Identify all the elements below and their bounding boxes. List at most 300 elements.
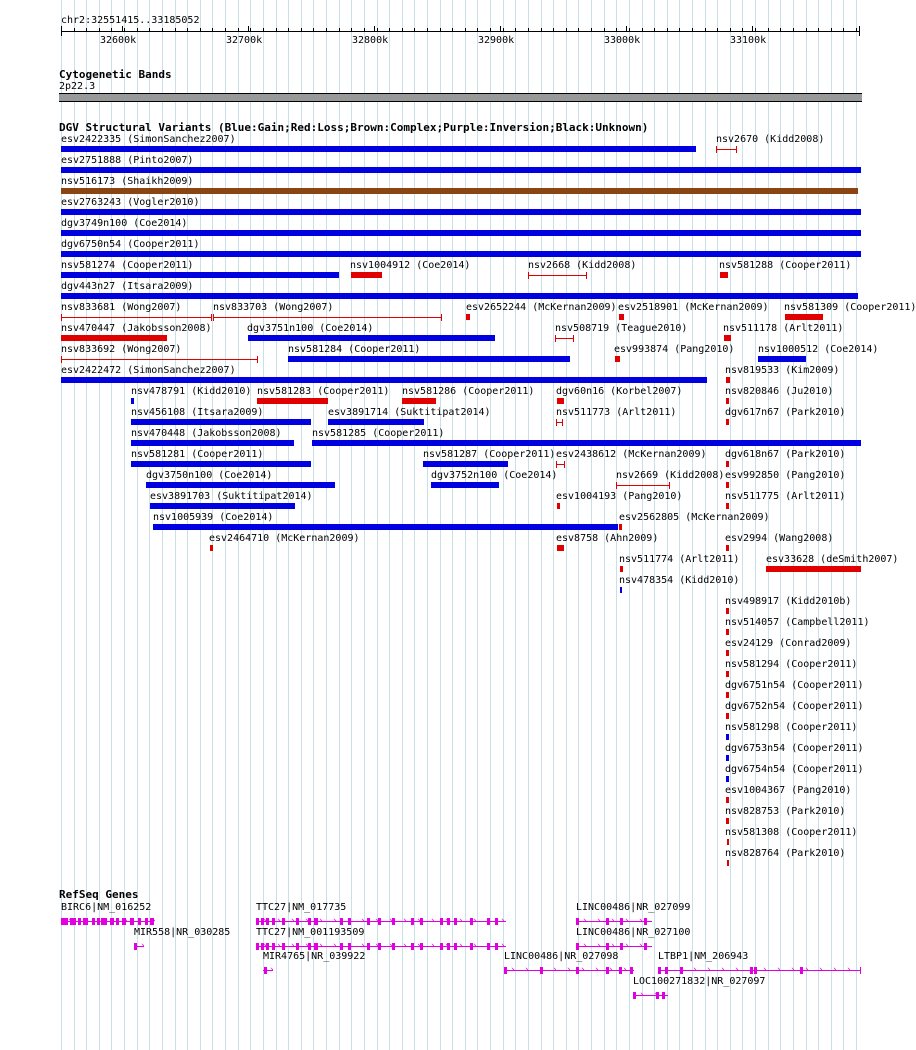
ruler-minor-tick xyxy=(843,28,844,31)
strand-arrow-icon: › xyxy=(610,916,616,926)
sv-bar[interactable] xyxy=(153,524,618,530)
gene-exon xyxy=(495,918,498,925)
sv-label[interactable]: nsv581309 (Cooper2011) xyxy=(784,302,916,313)
sv-label[interactable]: nsv828753 (Park2010) xyxy=(725,806,846,817)
sv-label[interactable]: nsv2669 (Kidd2008) xyxy=(616,470,725,481)
sv-label[interactable]: nsv581274 (Cooper2011) xyxy=(61,260,194,271)
gene-exon xyxy=(644,943,647,950)
sv-bar[interactable] xyxy=(758,356,806,362)
sv-bar[interactable] xyxy=(726,818,729,824)
sv-label[interactable]: dgv6752n54 (Cooper2011) xyxy=(725,701,864,712)
strand-arrow-icon: › xyxy=(430,941,436,951)
sv-bar[interactable] xyxy=(557,398,564,404)
sv-bar[interactable] xyxy=(726,608,729,614)
gene-exon xyxy=(411,943,414,950)
sv-bar[interactable] xyxy=(619,524,622,530)
sv-bar[interactable] xyxy=(726,503,729,509)
sv-label[interactable]: nsv833692 (Wong2007) xyxy=(61,344,182,355)
gene-exon xyxy=(282,943,285,950)
strand-arrow-icon: › xyxy=(374,916,380,926)
sv-range-end xyxy=(213,314,214,321)
sv-label[interactable]: dgv3752n100 (Coe2014) xyxy=(431,470,558,481)
sv-label[interactable]: nsv498917 (Kidd2010b) xyxy=(725,596,852,607)
sv-label[interactable]: dgv3750n100 (Coe2014) xyxy=(146,470,273,481)
ruler-minor-tick xyxy=(806,28,807,31)
ruler-minor-tick xyxy=(162,28,163,31)
sv-label[interactable]: nsv581283 (Cooper2011) xyxy=(257,386,390,397)
ruler-minor-tick xyxy=(515,28,516,31)
strand-arrow-icon: › xyxy=(444,916,450,926)
ruler-minor-tick xyxy=(768,28,769,31)
gene-exon xyxy=(620,943,623,950)
strand-arrow-icon: › xyxy=(140,941,146,951)
sv-bar[interactable] xyxy=(402,398,436,404)
sv-bar[interactable] xyxy=(724,335,731,341)
gene-exon xyxy=(296,943,299,950)
strand-arrow-icon: › xyxy=(720,965,726,975)
sv-bar[interactable] xyxy=(61,146,696,152)
strand-arrow-icon: › xyxy=(67,916,73,926)
ruler-minor-tick xyxy=(364,28,365,31)
sv-bar[interactable] xyxy=(61,188,858,194)
grid-line xyxy=(692,0,693,1050)
sv-label[interactable]: nsv581285 (Cooper2011) xyxy=(312,428,445,439)
sv-range-line[interactable] xyxy=(528,275,586,276)
ruler-minor-tick xyxy=(742,28,743,31)
gene-exon xyxy=(495,943,498,950)
sv-bar[interactable] xyxy=(131,398,134,404)
sv-label[interactable]: esv3891714 (Suktitipat2014) xyxy=(328,407,491,418)
sv-bar[interactable] xyxy=(727,839,729,845)
gene-exon xyxy=(662,992,665,999)
sv-bar[interactable] xyxy=(726,545,729,551)
sv-range-end xyxy=(564,461,565,468)
strand-arrow-icon: › xyxy=(304,916,310,926)
gene-exon xyxy=(860,967,861,974)
sv-bar[interactable] xyxy=(726,650,729,656)
sv-range-end xyxy=(555,335,556,342)
sv-label[interactable]: nsv511773 (Arlt2011) xyxy=(556,407,677,418)
gene-exon xyxy=(576,918,579,925)
ruler-minor-tick xyxy=(111,28,112,31)
sv-label[interactable]: esv1004367 (Pang2010) xyxy=(725,785,852,796)
strand-arrow-icon: › xyxy=(566,965,572,975)
gene-label[interactable]: LINC00486|NR_027098 xyxy=(504,951,619,962)
sv-label[interactable]: nsv581288 (Cooper2011) xyxy=(719,260,852,271)
sv-bar[interactable] xyxy=(210,545,213,551)
strand-arrow-icon: › xyxy=(734,965,740,975)
sv-label[interactable]: dgv6751n54 (Cooper2011) xyxy=(725,680,864,691)
ruler-minor-tick xyxy=(124,28,125,31)
strand-arrow-icon: › xyxy=(402,941,408,951)
strand-arrow-icon: › xyxy=(360,941,366,951)
ruler-minor-tick xyxy=(793,28,794,31)
sv-label[interactable]: nsv1005939 (Coe2014) xyxy=(153,512,274,523)
ruler-major-tick xyxy=(752,26,753,32)
sv-bar[interactable] xyxy=(61,251,861,257)
strand-arrow-icon: › xyxy=(818,965,824,975)
ruler-minor-tick xyxy=(604,28,605,31)
sv-label[interactable]: esv8758 (Ahn2009) xyxy=(556,533,659,544)
strand-arrow-icon: › xyxy=(290,941,296,951)
strand-arrow-icon: › xyxy=(304,941,310,951)
sv-label[interactable]: esv33628 (deSmith2007) xyxy=(766,554,899,565)
strand-arrow-icon: › xyxy=(510,965,516,975)
sv-label[interactable]: nsv820846 (Ju2010) xyxy=(725,386,834,397)
sv-bar[interactable] xyxy=(61,335,167,341)
grid-line xyxy=(705,0,706,1050)
ruler-minor-tick xyxy=(326,28,327,31)
strand-arrow-icon: › xyxy=(444,941,450,951)
ruler-minor-tick xyxy=(528,28,529,31)
sv-label[interactable]: dgv6753n54 (Cooper2011) xyxy=(725,743,864,754)
ruler-minor-tick xyxy=(301,28,302,31)
sv-range-end xyxy=(556,419,557,426)
strand-arrow-icon: › xyxy=(276,916,282,926)
strand-arrow-icon: › xyxy=(580,965,586,975)
gene-exon xyxy=(576,943,579,950)
strand-arrow-icon: › xyxy=(81,916,87,926)
sv-label[interactable]: nsv581298 (Cooper2011) xyxy=(725,722,858,733)
sv-label[interactable]: dgv6754n54 (Cooper2011) xyxy=(725,764,864,775)
strand-arrow-icon: › xyxy=(360,916,366,926)
ruler-minor-tick xyxy=(566,28,567,31)
ruler-minor-tick xyxy=(339,28,340,31)
sv-bar[interactable] xyxy=(423,461,508,467)
sv-label[interactable]: nsv581286 (Cooper2011) xyxy=(402,386,535,397)
gene-label[interactable]: TTC27|NM_017735 xyxy=(256,902,347,913)
sv-bar[interactable] xyxy=(726,671,729,677)
ruler-minor-tick xyxy=(578,28,579,31)
ruler-minor-tick xyxy=(477,28,478,31)
sv-bar[interactable] xyxy=(620,587,622,593)
sv-label[interactable]: nsv2670 (Kidd2008) xyxy=(716,134,825,145)
sv-bar[interactable] xyxy=(431,482,499,488)
ruler-tick-label: 33000k xyxy=(604,35,641,46)
grid-line xyxy=(831,0,832,1050)
sv-label[interactable]: esv2438612 (McKernan2009) xyxy=(556,449,707,460)
sv-bar[interactable] xyxy=(257,398,328,404)
sv-label[interactable]: nsv478354 (Kidd2010) xyxy=(619,575,740,586)
sv-label[interactable]: nsv470447 (Jakobsson2008) xyxy=(61,323,212,334)
sv-label[interactable]: esv2994 (Wang2008) xyxy=(725,533,834,544)
ruler-minor-tick xyxy=(465,28,466,31)
sv-label[interactable]: dgv617n67 (Park2010) xyxy=(725,407,846,418)
sv-bar[interactable] xyxy=(726,734,729,740)
ruler-major-tick xyxy=(626,26,627,32)
sv-label[interactable]: dgv443n27 (Itsara2009) xyxy=(61,281,194,292)
gene-label[interactable]: LTBP1|NM_206943 xyxy=(658,951,749,962)
strand-arrow-icon: › xyxy=(332,941,338,951)
sv-range-end xyxy=(573,335,574,342)
ruler-minor-tick xyxy=(402,28,403,31)
sv-bar[interactable] xyxy=(727,860,729,866)
sv-label[interactable]: nsv470448 (Jakobsson2008) xyxy=(131,428,282,439)
gene-label[interactable]: TTC27|NM_001193509 xyxy=(256,927,365,938)
sv-range-line[interactable] xyxy=(555,338,573,339)
gene-exon xyxy=(101,918,107,925)
sv-label[interactable]: esv2562805 (McKernan2009) xyxy=(619,512,770,523)
gene-exon xyxy=(658,967,661,974)
ruler-minor-tick xyxy=(149,28,150,31)
sv-range-line[interactable] xyxy=(61,317,211,318)
gene-label[interactable]: MIR4765|NR_039922 xyxy=(263,951,366,962)
gene-exon xyxy=(504,967,507,974)
ruler-minor-tick xyxy=(276,28,277,31)
strand-arrow-icon: › xyxy=(582,916,588,926)
sv-range-end xyxy=(616,482,617,489)
sv-bar[interactable] xyxy=(726,713,729,719)
grid-line xyxy=(793,0,794,1050)
strand-arrow-icon: › xyxy=(276,941,282,951)
gene-exon xyxy=(130,918,134,925)
ruler-minor-tick xyxy=(351,28,352,31)
sv-label[interactable]: nsv1000512 (Coe2014) xyxy=(758,344,879,355)
sv-bar[interactable] xyxy=(61,293,858,299)
strand-arrow-icon: › xyxy=(846,965,852,975)
sv-label[interactable]: nsv516173 (Shaikh2009) xyxy=(61,176,194,187)
strand-arrow-icon: › xyxy=(416,916,422,926)
sv-label[interactable]: nsv833681 (Wong2007) xyxy=(61,302,182,313)
sv-bar[interactable] xyxy=(720,272,728,278)
sv-range-end xyxy=(716,146,717,153)
strand-arrow-icon: › xyxy=(472,916,478,926)
gene-exon xyxy=(367,918,370,925)
sv-bar[interactable] xyxy=(61,209,861,215)
sv-bar[interactable] xyxy=(61,167,861,173)
sv-bar[interactable] xyxy=(785,314,823,320)
ruler-minor-tick xyxy=(238,28,239,31)
strand-arrow-icon: › xyxy=(624,916,630,926)
strand-arrow-icon: › xyxy=(388,941,394,951)
sv-bar[interactable] xyxy=(150,503,295,509)
sv-label[interactable]: nsv478791 (Kidd2010) xyxy=(131,386,252,397)
ruler-minor-tick xyxy=(642,28,643,31)
ruler-minor-tick xyxy=(225,28,226,31)
gene-label[interactable]: BIRC6|NM_016252 xyxy=(61,902,152,913)
gene-label[interactable]: MIR558|NR_030285 xyxy=(134,927,231,938)
gene-exon xyxy=(272,943,275,950)
cytoband-label: 2p22.3 xyxy=(59,81,96,92)
sv-bar[interactable] xyxy=(146,482,335,488)
sv-label[interactable]: dgv6750n54 (Cooper2011) xyxy=(61,239,200,250)
grid-line xyxy=(755,0,756,1050)
refseq-track-title: RefSeq Genes xyxy=(59,888,139,901)
strand-arrow-icon: › xyxy=(678,965,684,975)
sv-label[interactable]: nsv828764 (Park2010) xyxy=(725,848,846,859)
sv-bar[interactable] xyxy=(61,230,861,236)
sv-bar[interactable] xyxy=(726,692,729,698)
gene-exon xyxy=(340,943,343,950)
sv-label[interactable]: esv2763243 (Vogler2010) xyxy=(61,197,200,208)
gene-exon xyxy=(644,918,647,925)
sv-bar[interactable] xyxy=(131,461,311,467)
ruler-minor-tick xyxy=(780,28,781,31)
sv-label[interactable]: esv24129 (Conrad2009) xyxy=(725,638,852,649)
sv-bar[interactable] xyxy=(131,440,294,446)
strand-arrow-icon: › xyxy=(762,965,768,975)
sv-bar[interactable] xyxy=(248,335,495,341)
sv-label[interactable]: esv2422335 (SimonSanchez2007) xyxy=(61,134,236,145)
gene-label[interactable]: LINC00486|NR_027100 xyxy=(576,927,691,938)
strand-arrow-icon: › xyxy=(269,965,275,975)
sv-label[interactable]: nsv456108 (Itsara2009) xyxy=(131,407,264,418)
sv-bar[interactable] xyxy=(312,440,861,446)
strand-arrow-icon: › xyxy=(610,941,616,951)
sv-bar[interactable] xyxy=(726,419,729,425)
strand-arrow-icon: › xyxy=(416,941,422,951)
sv-bar[interactable] xyxy=(726,398,729,404)
strand-arrow-icon: › xyxy=(594,965,600,975)
sv-bar[interactable] xyxy=(726,776,729,782)
sv-range-end xyxy=(562,419,563,426)
sv-range-line[interactable] xyxy=(213,317,441,318)
sv-label[interactable]: esv992850 (Pang2010) xyxy=(725,470,846,481)
sv-bar[interactable] xyxy=(726,377,730,383)
sv-range-end xyxy=(257,356,258,363)
sv-bar[interactable] xyxy=(61,377,707,383)
strand-arrow-icon: › xyxy=(151,916,157,926)
grid-line xyxy=(717,0,718,1050)
sv-label[interactable]: nsv833703 (Wong2007) xyxy=(213,302,334,313)
strand-arrow-icon: › xyxy=(374,941,380,951)
gene-exon xyxy=(411,918,414,925)
gene-exon xyxy=(296,918,299,925)
sv-bar[interactable] xyxy=(557,503,560,509)
strand-arrow-icon: › xyxy=(262,916,268,926)
grid-line xyxy=(654,0,655,1050)
sv-label[interactable]: esv2751888 (Pinto2007) xyxy=(61,155,194,166)
sv-label[interactable]: esv3891703 (Suktitipat2014) xyxy=(150,491,313,502)
sv-label[interactable]: esv1004193 (Pang2010) xyxy=(556,491,683,502)
gene-exon xyxy=(134,943,137,950)
sv-label[interactable]: nsv819533 (Kim2009) xyxy=(725,365,840,376)
gene-exon xyxy=(272,918,275,925)
gene-exon xyxy=(282,918,285,925)
sv-bar[interactable] xyxy=(557,545,564,551)
ruler-minor-tick xyxy=(452,28,453,31)
sv-range-line[interactable] xyxy=(556,464,564,465)
ruler-minor-tick xyxy=(616,28,617,31)
sv-label[interactable]: dgv60n16 (Korbel2007) xyxy=(556,386,683,397)
sv-label[interactable]: nsv511775 (Arlt2011) xyxy=(725,491,846,502)
sv-label[interactable]: dgv618n67 (Park2010) xyxy=(725,449,846,460)
sv-bar[interactable] xyxy=(288,356,570,362)
ruler-major-tick xyxy=(248,26,249,32)
strand-arrow-icon: › xyxy=(458,916,464,926)
sv-label[interactable]: esv993874 (Pang2010) xyxy=(614,344,735,355)
grid-line xyxy=(804,0,810,1050)
gene-exon xyxy=(256,918,259,925)
sv-range-line[interactable] xyxy=(716,149,736,150)
sv-bar[interactable] xyxy=(726,797,729,803)
strand-arrow-icon: › xyxy=(524,965,530,975)
strand-arrow-icon: › xyxy=(790,965,796,975)
strand-arrow-icon: › xyxy=(653,990,659,1000)
sv-bar[interactable] xyxy=(466,314,470,320)
sv-label[interactable]: esv2652244 (McKernan2009) xyxy=(466,302,617,313)
sv-range-end xyxy=(61,314,62,321)
strand-arrow-icon: › xyxy=(486,916,492,926)
sv-label[interactable]: nsv581287 (Cooper2011) xyxy=(423,449,556,460)
ruler-minor-tick xyxy=(654,28,655,31)
sv-bar[interactable] xyxy=(726,755,729,761)
sv-bar[interactable] xyxy=(131,419,311,425)
ruler-end-tick xyxy=(61,26,62,36)
sv-bar[interactable] xyxy=(351,272,382,278)
sv-label[interactable]: dgv3749n100 (Coe2014) xyxy=(61,218,188,229)
sv-label[interactable]: esv2518901 (McKernan2009) xyxy=(618,302,769,313)
sv-bar[interactable] xyxy=(726,482,729,488)
sv-label[interactable]: nsv581294 (Cooper2011) xyxy=(725,659,858,670)
ruler-major-tick xyxy=(122,26,123,32)
strand-arrow-icon: › xyxy=(596,941,602,951)
ruler-minor-tick xyxy=(755,28,756,31)
gene-exon xyxy=(116,918,119,925)
sv-bar[interactable] xyxy=(619,314,624,320)
gene-exon xyxy=(454,943,457,950)
sv-label[interactable]: nsv581281 (Cooper2011) xyxy=(131,449,264,460)
sv-range-end xyxy=(528,272,529,279)
sv-range-line[interactable] xyxy=(61,359,257,360)
gene-exon xyxy=(340,918,343,925)
strand-arrow-icon: › xyxy=(318,941,324,951)
ruler-minor-tick xyxy=(717,28,718,31)
sv-bar[interactable] xyxy=(615,356,620,362)
strand-arrow-icon: › xyxy=(388,916,394,926)
sv-label[interactable]: esv2464710 (McKernan2009) xyxy=(209,533,360,544)
sv-bar[interactable] xyxy=(328,419,424,425)
ruler-minor-tick xyxy=(490,28,491,31)
gene-exon xyxy=(630,967,633,974)
sv-label[interactable]: nsv511178 (Arlt2011) xyxy=(723,323,844,334)
sv-label[interactable]: nsv511774 (Arlt2011) xyxy=(619,554,740,565)
strand-arrow-icon: › xyxy=(624,941,630,951)
gene-exon xyxy=(606,943,609,950)
sv-label[interactable]: nsv581308 (Cooper2011) xyxy=(725,827,858,838)
strand-arrow-icon: › xyxy=(332,916,338,926)
sv-bar[interactable] xyxy=(61,272,339,278)
gene-label[interactable]: LINC00486|NR_027099 xyxy=(576,902,691,913)
strand-arrow-icon: › xyxy=(582,941,588,951)
strand-arrow-icon: › xyxy=(638,916,644,926)
ruler-minor-tick xyxy=(629,28,630,31)
gene-intron-line[interactable] xyxy=(658,970,861,971)
ruler-minor-tick xyxy=(553,28,554,31)
ruler-minor-tick xyxy=(541,28,542,31)
strand-arrow-icon: › xyxy=(430,916,436,926)
sv-label[interactable]: dgv3751n100 (Coe2014) xyxy=(247,323,374,334)
strand-arrow-icon: › xyxy=(776,965,782,975)
sv-label[interactable]: esv2422472 (SimonSanchez2007) xyxy=(61,365,236,376)
ruler-tick-label: 33100k xyxy=(730,35,767,46)
sv-bar[interactable] xyxy=(726,461,729,467)
sv-bar[interactable] xyxy=(726,629,729,635)
sv-label[interactable]: nsv508719 (Teague2010) xyxy=(555,323,688,334)
ruler-minor-tick xyxy=(175,28,176,31)
sv-label[interactable]: nsv514057 (Campbell2011) xyxy=(725,617,870,628)
sv-range-line[interactable] xyxy=(616,485,669,486)
sv-label[interactable]: nsv581284 (Cooper2011) xyxy=(288,344,421,355)
sv-label[interactable]: nsv1004912 (Coe2014) xyxy=(350,260,471,271)
sv-bar[interactable] xyxy=(766,566,861,572)
gene-exon xyxy=(633,992,636,999)
sv-label[interactable]: nsv2668 (Kidd2008) xyxy=(528,260,637,271)
gene-label[interactable]: LOC100271832|NR_027097 xyxy=(633,976,766,987)
sv-bar[interactable] xyxy=(620,566,623,572)
ruler-minor-tick xyxy=(389,28,390,31)
ruler-minor-tick xyxy=(250,28,251,31)
